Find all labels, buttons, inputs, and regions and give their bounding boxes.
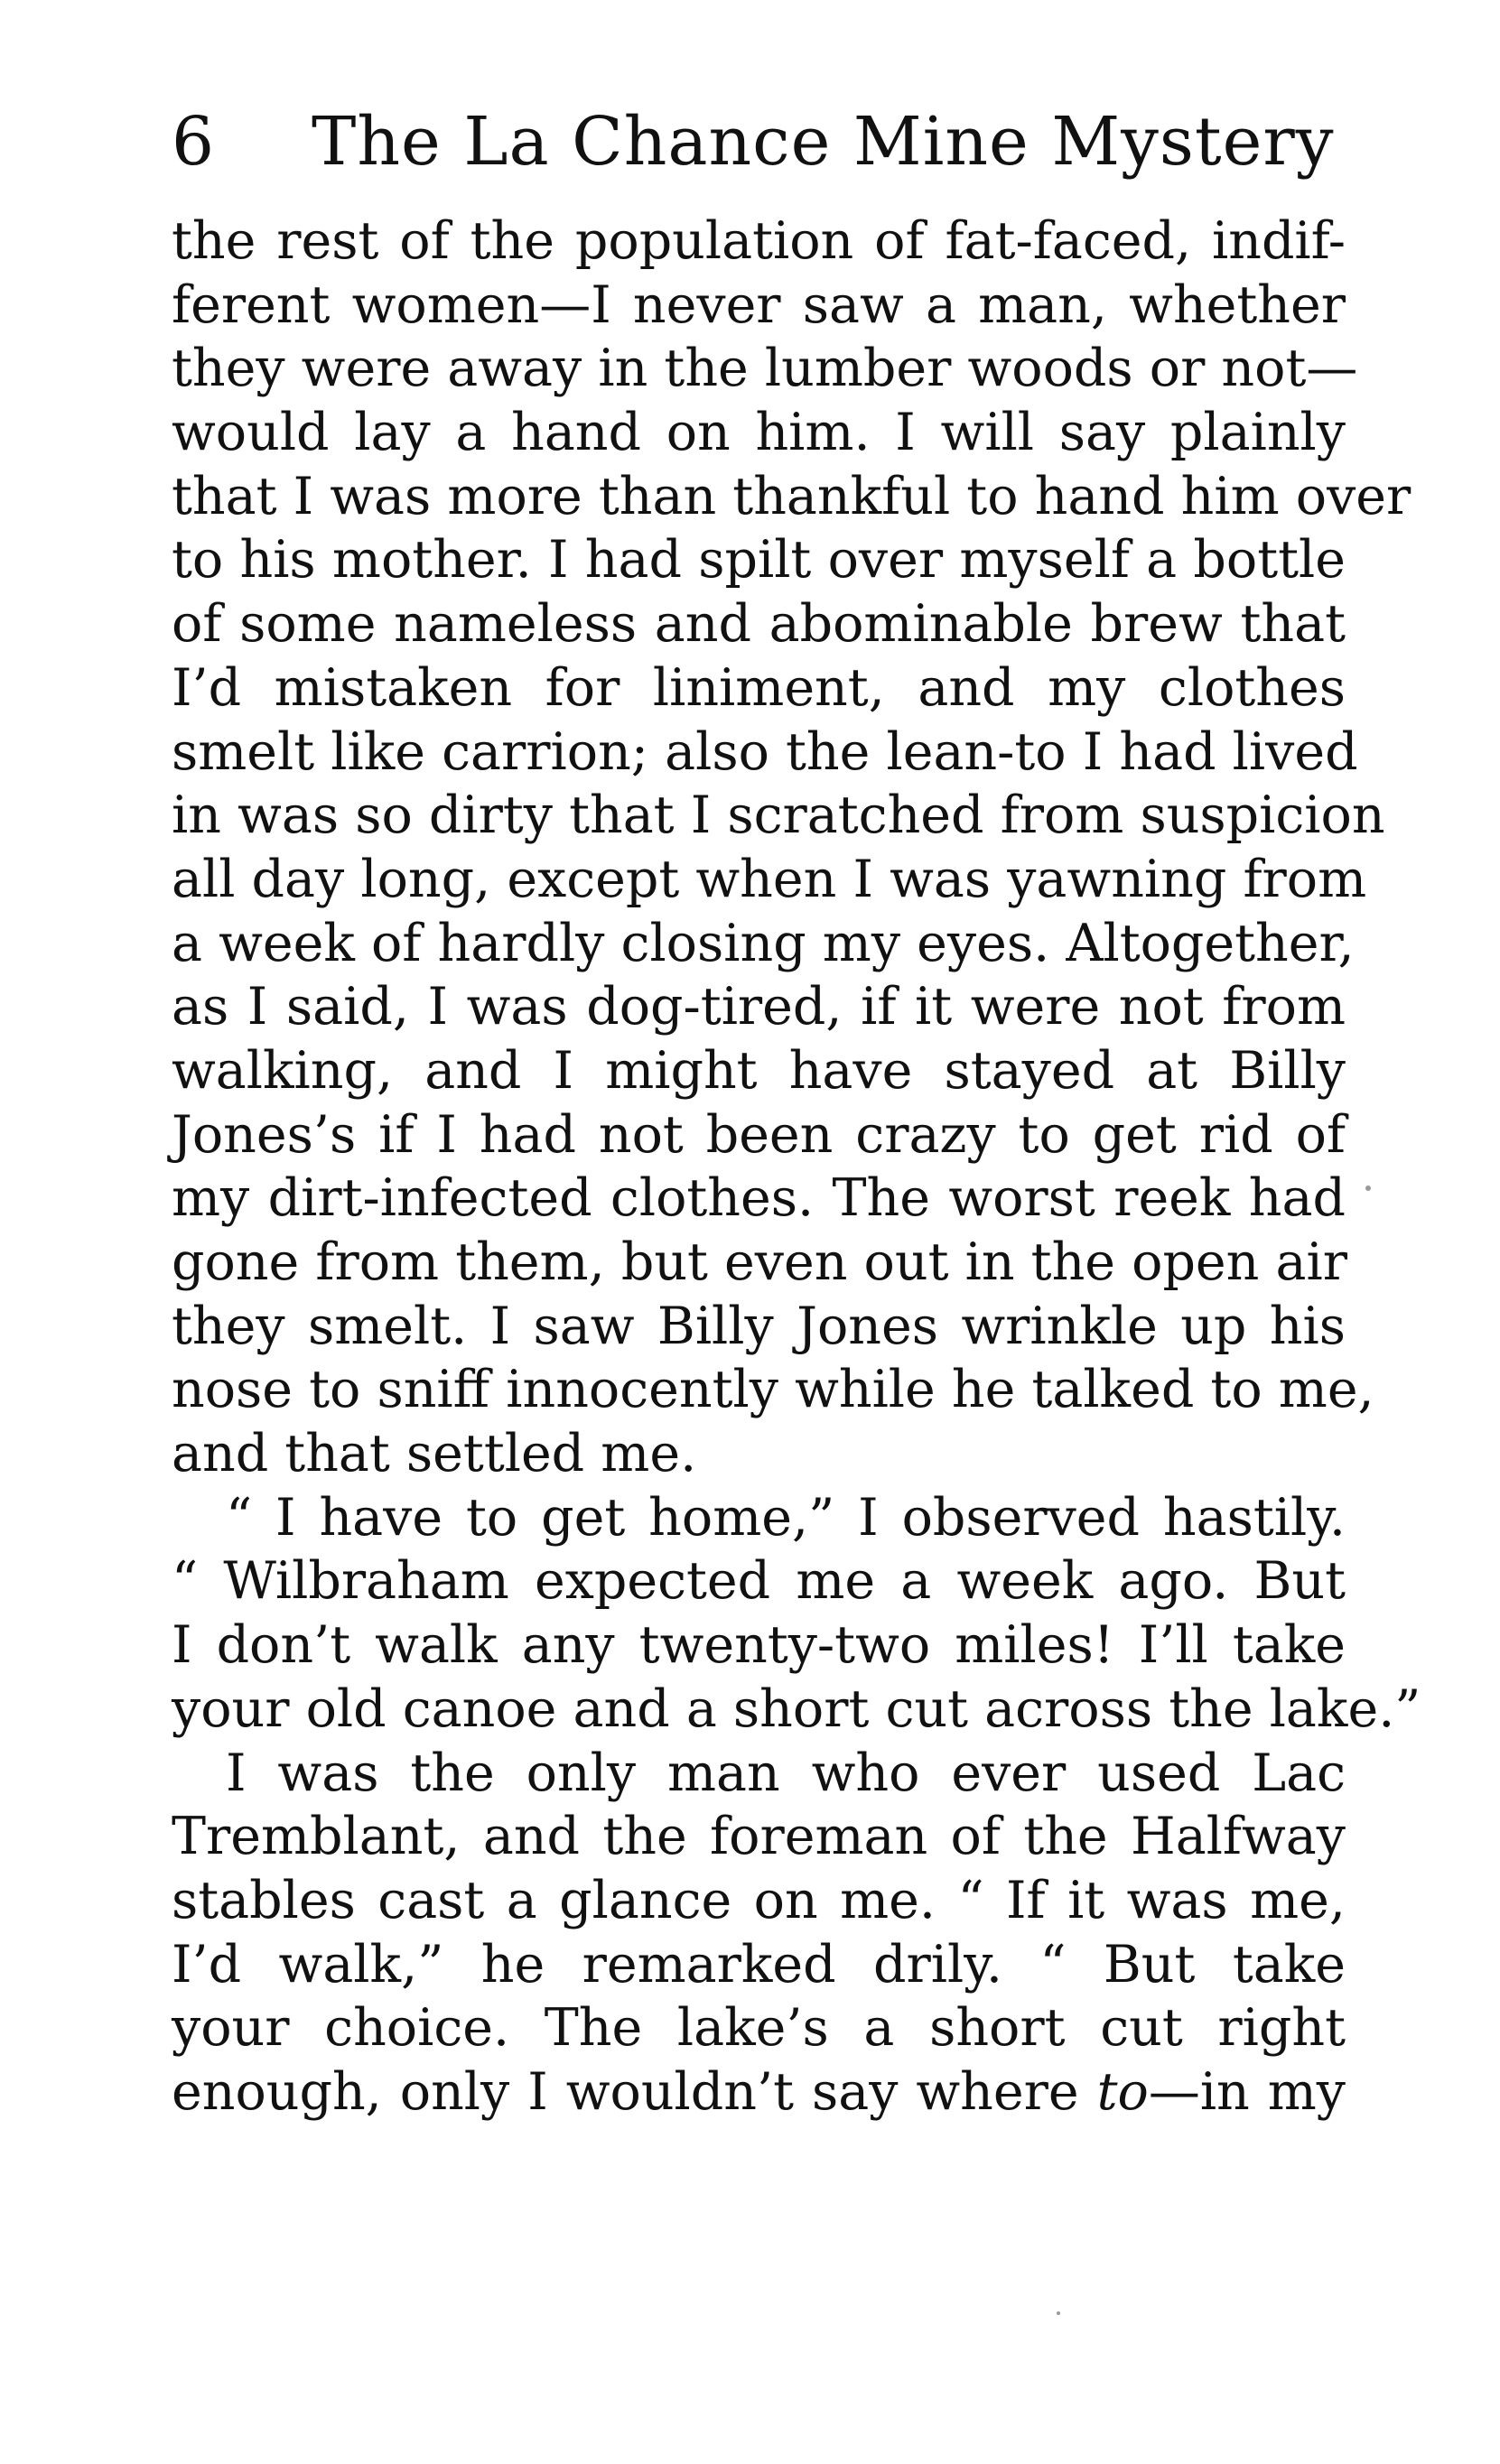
text-line: they were away in the lumber woods or not— xyxy=(172,339,1358,399)
paragraph-end-line: your old canoe and a short cut across the lake.” xyxy=(172,1678,1421,1739)
text-line: my dirt-infected clothes. The worst reek had xyxy=(172,1168,1346,1229)
text-line: as I said, I was dog-tired, if it were not from xyxy=(172,977,1346,1037)
text-line: I’d mistaken for liniment, and my clothes xyxy=(172,657,1346,718)
print-speck xyxy=(1365,1186,1371,1191)
running-title: The La Chance Mine Mystery xyxy=(312,103,1335,181)
italic-word: to xyxy=(1096,2061,1149,2122)
text-line: to his mother. I had spilt over myself a bottle xyxy=(172,530,1346,590)
paragraph-end-line: and that settled me. xyxy=(172,1424,697,1484)
print-speck xyxy=(1057,2311,1060,2315)
text-line: walking, and I might have stayed at Billy xyxy=(172,1040,1346,1101)
page-number: 6 xyxy=(172,103,215,181)
text-line: in was so dirty that I scratched from suspicion xyxy=(172,786,1385,846)
text-line: all day long, except when I was yawning from xyxy=(172,849,1367,909)
final-line-end: —in my xyxy=(1148,2061,1346,2122)
text-line: your choice. The lake’s a short cut right xyxy=(172,1998,1346,2059)
text-line: Tremblant, and the foreman of the Halfway xyxy=(172,1807,1346,1867)
text-line: would lay a hand on him. I will say plainly xyxy=(172,403,1346,463)
text-line: of some nameless and abominable brew that xyxy=(172,594,1346,655)
text-line: nose to sniff innocently while he talked to me, xyxy=(172,1360,1374,1420)
paragraph-start-line: I was the only man who ever used Lac xyxy=(226,1743,1346,1803)
text-line: the rest of the population of fat-faced, indif- xyxy=(172,211,1346,271)
text-line: ferent women—I never saw a man, whether xyxy=(172,274,1346,335)
paragraph-start-line: “ I have to get home,” I observed hastily. xyxy=(226,1487,1346,1548)
final-line-start: enough, only I wouldn’t say where xyxy=(172,2061,1097,2122)
text-line: smelt like carrion; also the lean-to I had lived xyxy=(172,721,1358,782)
final-text-line xyxy=(172,2060,1346,2125)
text-line: they smelt. I saw Billy Jones wrinkle up his xyxy=(172,1296,1346,1356)
text-line: “ Wilbraham expected me a week ago. But xyxy=(172,1551,1346,1612)
page-header xyxy=(172,101,1346,182)
text-line: that I was more than thankful to hand him over xyxy=(172,466,1411,526)
text-line: Jones’s if I had not been crazy to get rid of xyxy=(172,1104,1346,1165)
text-line: stables cast a glance on me. “ If it was me, xyxy=(172,1870,1346,1930)
text-line: gone from them, but even out in the open air xyxy=(172,1232,1347,1292)
body-text xyxy=(172,209,1421,2125)
text-line: I’d walk,” he remarked drily. “ But take xyxy=(172,1934,1346,1994)
text-line: a week of hardly closing my eyes. Altogether, xyxy=(172,913,1355,973)
text-line: I don’t walk any twenty-two miles! I’ll take xyxy=(172,1615,1346,1676)
